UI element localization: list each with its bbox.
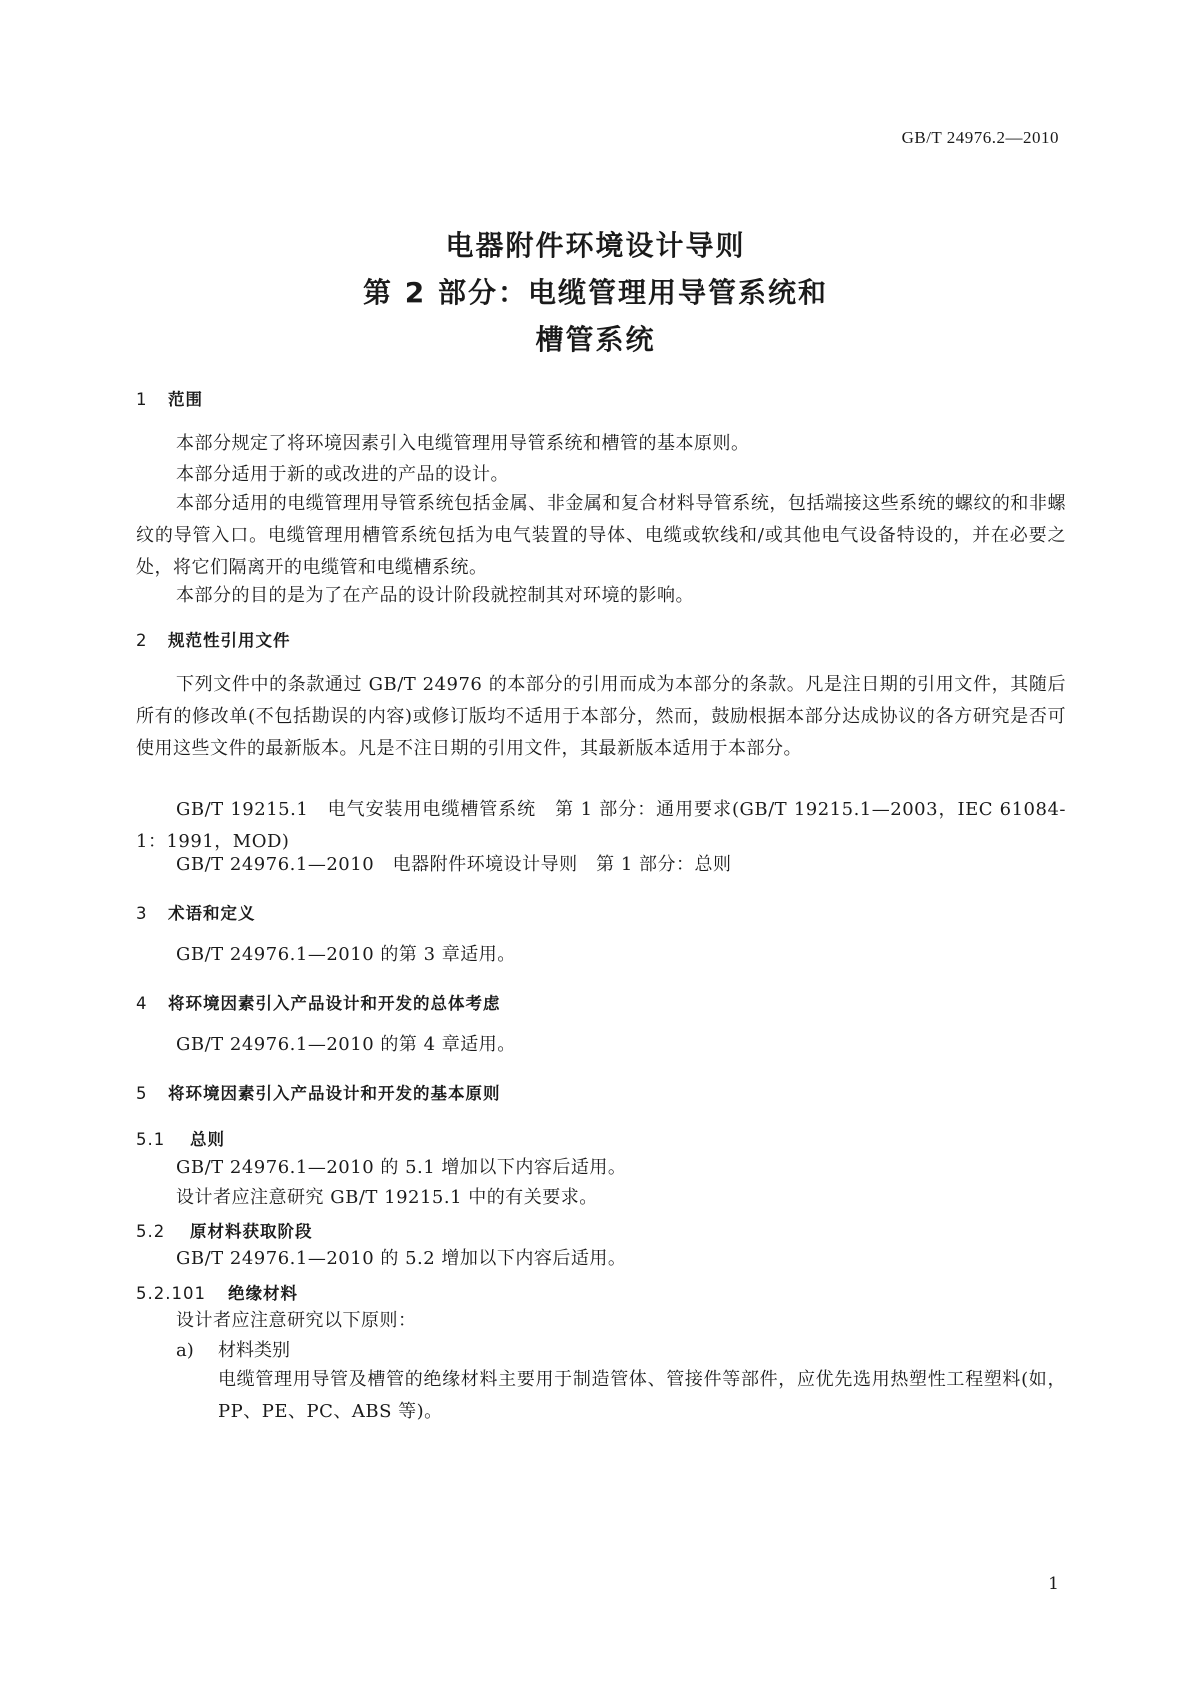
page-number: 1 (1048, 1574, 1059, 1594)
paragraph: 本部分适用于新的或改进的产品的设计。 (176, 464, 509, 485)
standard-code: GB/T 24976.2—2010 (901, 128, 1059, 147)
section-number: 2 (136, 631, 148, 650)
reference-item: GB/T 19215.1 电气安装用电缆槽管系统 第 1 部分：通用要求(GB/T 19215.1—2003，IEC 61084-1：1991，MOD) (136, 799, 1066, 852)
section-2-heading (136, 627, 291, 651)
paragraph: 设计者应注意研究 GB/T 19215.1 中的有关要求。 (176, 1187, 598, 1208)
paragraph: 下列文件中的条款通过 GB/T 24976 的本部分的引用而成为本部分的条款。凡是注日期的引用文件，其随后所有的修改单(不包括勘误的内容)或修订版均不适用于本部分，然而，鼓励根据本部分达成协议的各方研究是否可使用这些文件的最新版本。凡是不注日期的引用文件，其最新版本适用于本部分。 (136, 674, 1066, 759)
section-1-heading (136, 386, 203, 410)
list-item-a (176, 1336, 290, 1362)
section-title: 原材料获取阶段 (190, 1222, 313, 1241)
section-4-heading (136, 990, 501, 1014)
document-title (0, 222, 1191, 363)
list-item-title: 材料类别 (218, 1340, 290, 1361)
title-line-2: 第 2 部分：电缆管理用导管系统和 (363, 276, 828, 309)
section-title: 将环境因素引入产品设计和开发的总体考虑 (168, 994, 501, 1013)
subsection-5-2-101-heading (136, 1280, 298, 1304)
paragraph: 本部分适用的电缆管理用导管系统包括金属、非金属和复合材料导管系统，包括端接这些系统的螺纹的和非螺纹的导管入口。电缆管理用槽管系统包括为电气装置的导体、电缆或软线和/或其他电气设备特设的，并在必要之处，将它们隔离开的电缆管和电缆槽系统。 (136, 493, 1066, 578)
section-number: 5.2.101 (136, 1284, 206, 1303)
reference-item: GB/T 24976.1—2010 电器附件环境设计导则 第 1 部分：总则 (176, 854, 732, 875)
section-title: 总则 (190, 1130, 225, 1149)
paragraph: GB/T 24976.1—2010 的第 3 章适用。 (176, 944, 516, 965)
section-number: 5.2 (136, 1222, 166, 1241)
section-title: 术语和定义 (168, 904, 256, 923)
paragraph: GB/T 24976.1—2010 的第 4 章适用。 (176, 1034, 516, 1055)
section-number: 5 (136, 1084, 148, 1103)
list-marker: a) (176, 1340, 194, 1361)
section-title: 规范性引用文件 (168, 631, 291, 650)
section-number: 4 (136, 994, 148, 1013)
paragraph: 本部分的目的是为了在产品的设计阶段就控制其对环境的影响。 (176, 585, 694, 606)
subsection-5-1-heading (136, 1126, 225, 1150)
paragraph: 设计者应注意研究以下原则： (176, 1310, 417, 1331)
section-title: 范围 (168, 390, 203, 409)
section-number: 5.1 (136, 1130, 166, 1149)
list-item-body: 电缆管理用导管及槽管的绝缘材料主要用于制造管体、管接件等部件，应优先选用热塑性工程塑料(如，PP、PE、PC、ABS 等)。 (218, 1369, 1066, 1422)
section-title: 绝缘材料 (228, 1284, 298, 1303)
title-line-1: 电器附件环境设计导则 (445, 229, 746, 262)
title-line-3: 槽管系统 (535, 323, 656, 356)
paragraph: GB/T 24976.1—2010 的 5.2 增加以下内容后适用。 (176, 1248, 627, 1269)
section-5-heading (136, 1080, 501, 1104)
section-title: 将环境因素引入产品设计和开发的基本原则 (168, 1084, 501, 1103)
paragraph: 本部分规定了将环境因素引入电缆管理用导管系统和槽管的基本原则。 (176, 433, 750, 454)
subsection-5-2-heading (136, 1218, 313, 1242)
section-number: 3 (136, 904, 148, 923)
section-number: 1 (136, 390, 148, 409)
section-3-heading (136, 900, 256, 924)
paragraph: GB/T 24976.1—2010 的 5.1 增加以下内容后适用。 (176, 1157, 627, 1178)
